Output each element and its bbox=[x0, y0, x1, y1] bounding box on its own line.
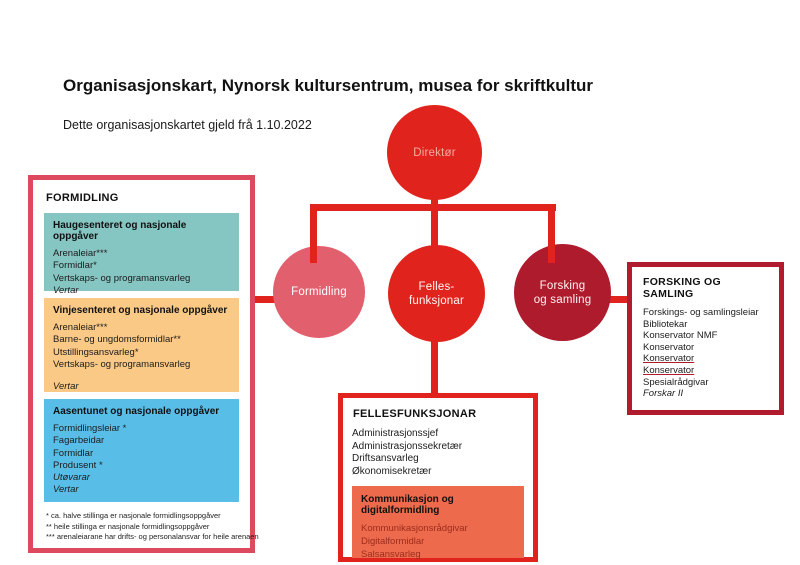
kommunikasjon-box bbox=[352, 486, 524, 558]
formidling-footnotes bbox=[46, 511, 259, 543]
fellesfunksjonar-items bbox=[352, 428, 524, 478]
formidling-panel-header: FORMIDLING bbox=[46, 192, 119, 204]
list-item: Forskings- og samlingsleiar bbox=[643, 307, 759, 318]
list-item: Utstillingsansvarleg* bbox=[53, 346, 139, 358]
list-item: Formidlar* bbox=[53, 260, 97, 272]
fellesfunksjonar-panel bbox=[338, 393, 538, 562]
node-felles-label-line1: Felles- bbox=[418, 280, 455, 293]
section-vinjesenteret-items bbox=[53, 322, 230, 393]
kommunikasjon-box-items bbox=[361, 523, 515, 561]
forsking-panel-items bbox=[643, 307, 768, 400]
list-item: Vertskaps- og programansvarleg bbox=[53, 358, 191, 370]
list-item: Konservator bbox=[643, 364, 695, 376]
list-item: Bibliotekar bbox=[643, 318, 688, 330]
list-item: Økonomisekretær bbox=[352, 465, 432, 477]
list-item: Konservator bbox=[643, 353, 695, 365]
section-haugesenteret bbox=[44, 213, 239, 296]
node-forsking-label-line1: Forsking bbox=[539, 279, 586, 292]
forsking-panel-header: FORSKING OG SAMLING bbox=[643, 276, 721, 300]
section-haugesenteret-title: Haugesenteret og nasjonale oppgåver bbox=[53, 220, 187, 242]
list-item: Kommunikasjonsrådgivar bbox=[361, 523, 468, 535]
list-item: Formidlingsleiar * bbox=[53, 423, 127, 434]
list-item: Konservator bbox=[643, 341, 695, 353]
list-item: Salsansvarleg bbox=[361, 548, 421, 560]
node-formidling-label: Formidling bbox=[291, 286, 347, 298]
list-item: * ca. halve stillinga er nasjonale formidlingsoppgåver bbox=[46, 511, 221, 520]
list-item: ** heile stillinga er nasjonale formidlingsoppgåver bbox=[46, 521, 210, 531]
list-item: Administrasjonssjef bbox=[352, 428, 439, 439]
list-item: Forskar II bbox=[643, 388, 684, 400]
list-item: Vertar bbox=[53, 381, 79, 393]
page-subtitle: Dette organisasjonskartet gjeld frå 1.10.2022 bbox=[63, 118, 312, 132]
list-item: Digitalformidlar bbox=[361, 535, 425, 547]
node-formidling bbox=[273, 246, 365, 338]
node-forsking-og-samling bbox=[514, 244, 611, 341]
list-item: *** arenaleiarane har drifts- og personalansvar for heile arenaen bbox=[46, 532, 259, 541]
page-title: Organisasjonskart, Nynorsk kultursentrum, musea for skriftkultur bbox=[63, 76, 593, 95]
section-aasentunet-items bbox=[53, 423, 230, 497]
formidling-panel bbox=[28, 175, 259, 553]
section-vinjesenteret-title: Vinjesenteret og nasjonale oppgåver bbox=[53, 305, 228, 316]
node-fellesfunksjonar bbox=[388, 245, 485, 342]
kommunikasjon-box-title: Kommunikasjon og digitalformidling bbox=[361, 494, 454, 517]
list-item: Spesialrådgivar bbox=[643, 376, 709, 388]
fellesfunksjonar-panel-header: FELLESFUNKSJONAR bbox=[353, 408, 477, 420]
section-aasentunet bbox=[44, 399, 239, 502]
list-item: Vertar bbox=[53, 284, 79, 296]
node-felles-label-line2: funksjonar bbox=[408, 294, 465, 307]
list-item: Arenaleiar*** bbox=[53, 248, 108, 259]
list-item: Konservator NMF bbox=[643, 330, 718, 342]
list-item: Formidlar bbox=[53, 447, 94, 459]
list-item: Utøvarar bbox=[53, 472, 90, 484]
node-forsking-label-line2: og samling bbox=[533, 293, 592, 306]
section-vinjesenteret bbox=[44, 298, 239, 392]
node-direktor-label: Direktør bbox=[413, 146, 456, 159]
list-item: Barne- og ungdomsformidlar** bbox=[53, 334, 181, 346]
section-aasentunet-title: Aasentunet og nasjonale oppgåver bbox=[53, 406, 220, 417]
list-item: Fagarbeidar bbox=[53, 435, 105, 447]
section-haugesenteret-items bbox=[53, 248, 230, 297]
node-direktor bbox=[387, 105, 482, 200]
list-item: Arenaleiar*** bbox=[53, 322, 108, 333]
list-item: Produsent * bbox=[53, 459, 103, 471]
list-item: Vertar bbox=[53, 484, 79, 496]
list-item: Driftsansvarleg bbox=[352, 453, 419, 465]
forsking-panel bbox=[627, 262, 784, 415]
connector-drop-forsking-line bbox=[548, 204, 555, 263]
list-item: Vertskaps- og programansvarleg bbox=[53, 272, 191, 284]
connector-drop-formidling-line bbox=[310, 204, 317, 263]
connector-horizontal-bar bbox=[310, 204, 556, 211]
list-item: Administrasjonssekretær bbox=[352, 440, 463, 452]
